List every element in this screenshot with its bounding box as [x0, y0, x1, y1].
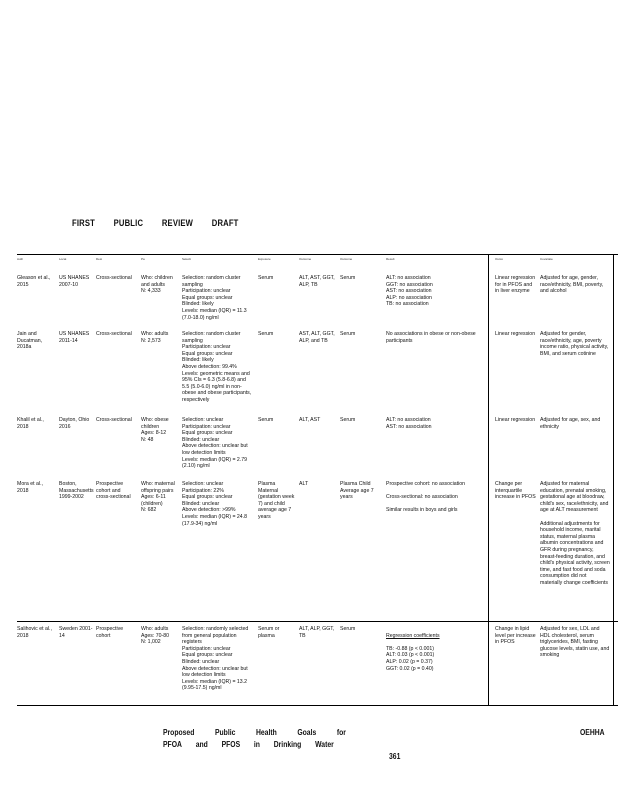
footer-word: for — [336, 728, 346, 737]
header-word: FIRST — [72, 218, 95, 228]
result-heading: Regression coefficients — [386, 632, 440, 639]
footer-word: Public — [214, 728, 236, 737]
cell-author: Mora et al., 2018 — [17, 481, 43, 494]
footer-word: Health — [255, 728, 277, 737]
footer-word: Drinking — [273, 740, 302, 749]
column-header: Outco — [495, 257, 504, 261]
header-word: REVIEW — [161, 218, 194, 228]
cell-selection: Selection: random cluster sampling Participation: unclear Equal groups: unclear Blinded: likely Above detection: 99.4% Levels: geometric means and 95% CIs = 6.3 (5.8-6.8) and 5.5 (5.0-6.0) ng/ml in non-obese and obese participants, respectively — [182, 331, 252, 403]
cell-participants: Who: adults Ages: 70-80 N: 1,002 — [141, 626, 169, 646]
cell-measure: Linear regression for in PFOS and in liver enzyme — [495, 275, 536, 295]
cell-design: Cross-sectional — [96, 275, 132, 281]
cell-covariates: Adjusted for age, gender, race/ethnicity, BMI, poverty, and alcohol — [540, 275, 604, 295]
footer-word: in — [253, 740, 260, 749]
table-bottom-rule — [17, 705, 618, 706]
cell-selection: Selection: randomly selected from general population registers Participation: unclear Equal groups: unclear Blinded: unclear Above detection: unclear but low detection limits Levels: median (IQR) = 13.2 (9.95-17.5) ng/ml — [182, 626, 249, 692]
footer-title-line-1 — [163, 728, 346, 737]
cell-result: No associations in obese or non-obese participants — [386, 331, 476, 344]
cell-result: Prospective cohort: no association Cross-sectional: no association Similar results in boys and girls — [386, 481, 466, 514]
cell-participants: Who: maternal offspring pairs Ages: 6-11 (children) N: 682 — [141, 481, 175, 514]
cell-covariates: Adjusted for sex, LDL and HDL cholesterol, serum triglycerides, BMI, fasting glucose levels, statin use, and smoking — [540, 626, 610, 659]
cell-design: Cross-sectional — [96, 417, 132, 423]
footer-word: Water — [315, 740, 334, 749]
cell-exposure: Serum — [258, 275, 274, 281]
footer-word: Goals — [297, 728, 317, 737]
cell-outcome: ALT, ALP, GGT, TB — [299, 626, 335, 639]
cell-author: Jain and Ducatman, 2018a — [17, 331, 43, 351]
cell-measure: Change per interquartile increase in PFOS — [495, 481, 536, 501]
column-header: Auth — [17, 257, 24, 261]
cell-covariates: Adjusted for maternal education, prenatal smoking, gestational age at bloodraw, child's sex, race/ethnicity, and age at ALT measurement Additional adjustments for household income, marital status, maternal plasma albumin concentrations and GFR during pregnancy, breast-feeding duration, and child's physical activity, screen time, and fast food and soda consumption did not materially change coefficients — [540, 481, 610, 586]
cell-location: Dayton, Ohio 2016 — [59, 417, 90, 430]
cell-selection: Selection: unclear Participation: unclear Equal groups: unclear Blinded: unclear Above detection: unclear but low detection limits Levels: median (IQR) = 2.79 (2.10) ng/ml — [182, 417, 248, 470]
cell-outcome-matrix: Serum — [340, 275, 356, 281]
page-number: 361 — [389, 752, 401, 761]
result-values: TB: -0.88 (p < 0.001) ALT: 0.03 (p < 0.001) ALP: 0.02 (p = 0.37) GGT: 0.02 (p = 0.40) — [386, 645, 435, 672]
footer-word: PFOS — [221, 740, 241, 749]
cell-participants: Who: obese children Ages: 8-12 N: 48 — [141, 417, 169, 443]
cell-location: US NHANES 2011-14 — [59, 331, 90, 344]
row-separator — [17, 621, 618, 622]
column-divider — [613, 255, 614, 705]
column-header: Outcome — [340, 257, 353, 261]
cell-selection: Selection: unclear Participation: 22% Equal groups: unclear Blinded: unclear Above detection: >99% Levels: median (IQR) = 24.8 (17.9-34) ng/ml — [182, 481, 248, 527]
column-divider — [488, 255, 489, 705]
cell-outcome: ALT, AST, GGT, ALP, TB — [299, 275, 335, 288]
cell-outcome-matrix: Serum — [340, 626, 356, 632]
cell-measure: Linear regression — [495, 331, 536, 337]
cell-exposure: Serum — [258, 331, 274, 337]
cell-exposure: Plasma Maternal (gestation week 7) and child average age 7 years — [258, 481, 295, 520]
cell-exposure: Serum or plasma — [258, 626, 280, 639]
cell-result: ALT: no association GGT: no association AST: no association ALP: no association TB: no association — [386, 275, 433, 308]
cell-outcome-matrix: Serum — [340, 417, 356, 423]
evidence-table — [17, 254, 618, 705]
column-header: Outcome — [299, 257, 312, 261]
cell-location: Sweden 2001-14 — [59, 626, 93, 639]
footer-word: and — [195, 740, 208, 749]
column-header: Desi — [96, 257, 103, 261]
cell-covariates: Adjusted for age, sex, and ethnicity — [540, 417, 601, 430]
cell-outcome: AST, ALT, GGT, ALP, and TB — [299, 331, 335, 344]
column-header: Pa — [141, 257, 145, 261]
draft-header — [72, 218, 239, 228]
column-header: Selecti — [182, 257, 192, 261]
cell-measure: Linear regression — [495, 417, 536, 423]
cell-design: Prospective cohort — [96, 626, 124, 639]
cell-design: Cross-sectional — [96, 331, 132, 337]
footer-word: PFOA — [163, 740, 182, 749]
cell-participants: Who: children and adults N: 4,333 — [141, 275, 173, 295]
cell-exposure: Serum — [258, 417, 274, 423]
cell-author: Salihovic et al., 2018 — [17, 626, 52, 639]
cell-result — [386, 626, 484, 679]
cell-outcome: ALT, AST — [299, 417, 321, 423]
column-header: Result — [386, 257, 395, 261]
cell-result: ALT: no association AST: no association — [386, 417, 432, 430]
header-word: PUBLIC — [113, 218, 144, 228]
cell-covariates: Adjusted for gender, race/ethnicity, age, poverty income ratio, physical activity, BMI, and serum cotinine — [540, 331, 609, 357]
footer-agency: OEHHA — [580, 728, 605, 737]
cell-design: Prospective cohort and cross-sectional — [96, 481, 131, 501]
column-header: Covariate — [540, 257, 553, 261]
cell-author: Khalil et al., 2018 — [17, 417, 44, 430]
cell-author: Gleason et al., 2015 — [17, 275, 51, 288]
cell-outcome: ALT — [299, 481, 309, 487]
cell-location: US NHANES 2007-10 — [59, 275, 90, 288]
cell-selection: Selection: random cluster sampling Participation: unclear Equal groups: unclear Blinded: likely Levels: median (IQR) = 11.3 (7.0-18.0) ng/ml — [182, 275, 247, 321]
footer-word: Proposed — [163, 728, 195, 737]
column-header: Locat — [59, 257, 67, 261]
cell-participants: Who: adults N: 2,573 — [141, 331, 169, 344]
header-word: DRAFT — [211, 218, 239, 228]
column-header: Exposure — [258, 257, 271, 261]
cell-outcome-matrix: Serum — [340, 331, 356, 337]
cell-measure: Change in lipid level per increase in PFOS — [495, 626, 536, 646]
cell-location: Boston, Massachusetts 1999-2002 — [59, 481, 94, 501]
footer-title-line-2 — [163, 740, 334, 749]
cell-outcome-matrix: Plasma Child Average age 7 years — [340, 481, 374, 501]
